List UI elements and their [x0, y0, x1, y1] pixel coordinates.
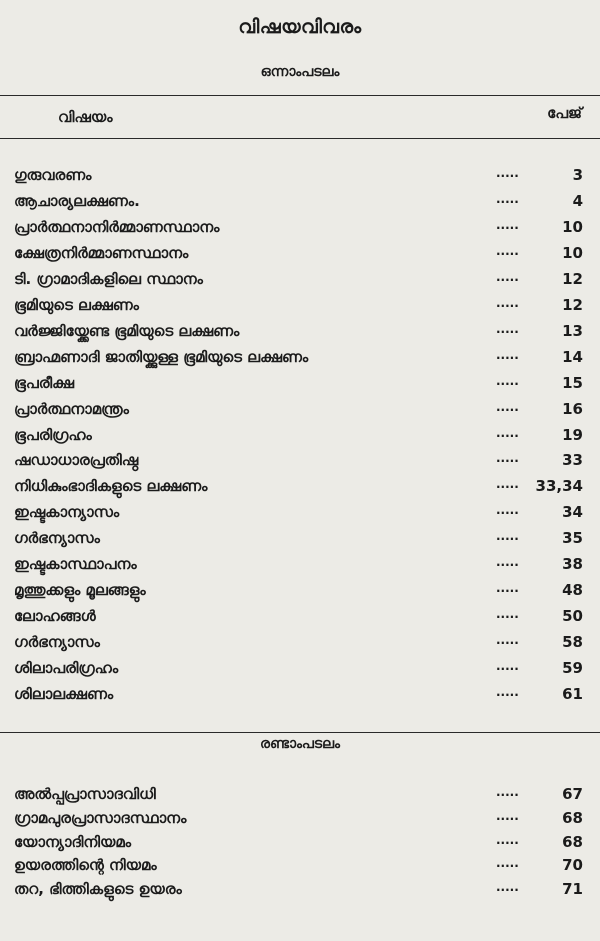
- toc-entry: [0, 833, 600, 857]
- entry-title: ഭൂപരീക്ഷ: [14, 373, 75, 392]
- toc-entry: [0, 555, 600, 579]
- entry-leader-dots: .....: [496, 347, 519, 362]
- toc-entry: [0, 581, 600, 605]
- entry-page-number: 70: [562, 856, 583, 875]
- toc-entry: [0, 296, 600, 320]
- section2-heading: രണ്ടാംപടലം: [260, 736, 340, 752]
- entry-page-number: 35: [562, 529, 583, 548]
- entry-leader-dots: .....: [496, 425, 519, 440]
- entry-page-number: 14: [562, 347, 583, 366]
- entry-leader-dots: .....: [496, 295, 519, 310]
- entry-title: ശിലാപരിഗ്രഹം: [14, 659, 119, 678]
- toc-entry: [0, 322, 600, 346]
- entry-title: ക്ഷേത്രനിർമ്മാണസ്ഥാനം: [14, 243, 189, 262]
- entry-leader-dots: .....: [496, 856, 519, 871]
- entry-leader-dots: .....: [496, 607, 519, 622]
- entry-leader-dots: .....: [496, 191, 519, 206]
- entry-leader-dots: .....: [496, 269, 519, 284]
- entry-leader-dots: .....: [496, 659, 519, 674]
- column-header-page: പേജ്: [547, 104, 582, 122]
- toc-entry: [0, 451, 600, 475]
- entry-leader-dots: .....: [496, 685, 519, 699]
- entry-title: യോന്യാദിനിയമം: [14, 832, 132, 851]
- entry-title: വർജ്ജിയ്ക്കേണ്ട ഭൂമിയുടെ ലക്ഷണം: [14, 321, 240, 340]
- entry-page-number: 10: [562, 243, 583, 262]
- entry-title: ടി. ഗ്രാമാദികളിലെ സ്ഥാനം: [14, 269, 203, 288]
- entry-title: പ്രാർത്ഥനാനിർമ്മാണസ്ഥാനം: [14, 217, 220, 236]
- entry-leader-dots: .....: [496, 581, 519, 596]
- entry-leader-dots: .....: [496, 529, 519, 544]
- entry-title: അൽപ്പപ്രാസാദവിധി: [14, 785, 156, 803]
- entry-leader-dots: .....: [496, 166, 519, 180]
- section-divider: [0, 732, 600, 733]
- entry-leader-dots: .....: [496, 217, 519, 232]
- entry-title: ഗ്രാമപുരപ്രാസാദസ്ഥാനം: [14, 808, 187, 827]
- entry-leader-dots: .....: [496, 451, 519, 466]
- entry-page-number: 33,34: [535, 477, 583, 496]
- entry-title: മൃത്തുക്കളും മൂലങ്ങളും: [14, 581, 146, 600]
- toc-entry: [0, 348, 600, 372]
- entry-page-number: 50: [562, 607, 583, 626]
- entry-page-number: 13: [562, 321, 583, 340]
- entry-leader-dots: .....: [496, 555, 519, 570]
- column-header-subject: വിഷയം: [58, 108, 113, 126]
- toc-entry: [0, 374, 600, 398]
- entry-leader-dots: .....: [496, 832, 519, 847]
- entry-title: ഇഷ്ടകാസ്ഥാപനം: [14, 555, 137, 574]
- entry-page-number: 68: [562, 808, 583, 827]
- entry-leader-dots: .....: [496, 243, 519, 258]
- entry-title: ലോഹങ്ങൾ: [14, 607, 96, 626]
- entry-page-number: 16: [562, 399, 583, 418]
- toc-entry: [0, 503, 600, 527]
- header-divider: [0, 138, 600, 139]
- entry-page-number: 59: [562, 659, 583, 678]
- section1-heading: ഒന്നാംപടലം: [260, 64, 340, 80]
- toc-entry: [0, 685, 600, 709]
- toc-entry: [0, 607, 600, 631]
- toc-entry: [0, 244, 600, 268]
- entry-page-number: 19: [562, 425, 583, 444]
- entry-leader-dots: .....: [496, 321, 519, 336]
- toc-entry: [0, 166, 600, 190]
- entry-title: തറ, ഭിത്തികളുടെ ഉയരം: [14, 880, 182, 898]
- entry-title: പ്രാർത്ഥനാമന്ത്രം: [14, 399, 129, 418]
- entry-title: ഇഷ്ടകാന്യാസം: [14, 503, 120, 522]
- entry-page-number: 15: [562, 373, 583, 392]
- toc-entry: [0, 659, 600, 683]
- entry-leader-dots: .....: [496, 633, 519, 648]
- entry-page-number: 4: [572, 191, 583, 210]
- entry-leader-dots: .....: [496, 808, 519, 823]
- entry-title: ഉയരത്തിന്റെ നിയമം: [14, 856, 157, 875]
- entry-title: നിധികുംഭാദികളുടെ ലക്ഷണം: [14, 477, 208, 496]
- entry-title: ഭൂമിയുടെ ലക്ഷണം: [14, 295, 139, 314]
- entry-page-number: 3: [572, 166, 583, 184]
- entry-leader-dots: .....: [496, 399, 519, 414]
- entry-page-number: 61: [562, 685, 583, 703]
- entry-page-number: 58: [562, 633, 583, 652]
- entry-page-number: 67: [562, 785, 583, 803]
- entry-title: ബ്രാഹ്മണാദി ജാതിയ്ക്കുള്ള ഭൂമിയുടെ ലക്ഷണം: [14, 347, 309, 366]
- entry-page-number: 68: [562, 832, 583, 851]
- entry-page-number: 34: [562, 503, 583, 522]
- entry-leader-dots: .....: [496, 373, 519, 388]
- entry-leader-dots: .....: [496, 477, 519, 492]
- entry-title: ഭൂപരിഗ്രഹം: [14, 425, 92, 444]
- toc-entry: [0, 809, 600, 833]
- entry-leader-dots: .....: [496, 503, 519, 518]
- entry-page-number: 48: [562, 581, 583, 600]
- entry-page-number: 10: [562, 217, 583, 236]
- entry-page-number: 12: [562, 269, 583, 288]
- toc-entry: [0, 856, 600, 880]
- entry-leader-dots: .....: [496, 880, 519, 894]
- top-divider: [0, 95, 600, 96]
- entry-page-number: 33: [562, 451, 583, 470]
- entry-title: ശിലാലക്ഷണം: [14, 685, 114, 703]
- toc-entry: [0, 192, 600, 216]
- entry-title: ആചാര്യലക്ഷണം.: [14, 191, 140, 210]
- entry-title: ഗുരുവരണം: [14, 166, 92, 184]
- entry-page-number: 38: [562, 555, 583, 574]
- toc-entry: [0, 426, 600, 450]
- entry-leader-dots: .....: [496, 785, 519, 799]
- entry-page-number: 12: [562, 295, 583, 314]
- entry-page-number: 71: [562, 880, 583, 898]
- toc-entry: [0, 880, 600, 904]
- toc-entry: [0, 400, 600, 424]
- toc-entry: [0, 785, 600, 809]
- page-title: വിഷയവിവരം: [238, 16, 362, 38]
- toc-entry: [0, 218, 600, 242]
- toc-entry: [0, 477, 600, 501]
- entry-title: ഷഡാധാരപ്രതിഷ്ഠ: [14, 451, 139, 470]
- toc-entry: [0, 270, 600, 294]
- toc-entry: [0, 633, 600, 657]
- entry-title: ഗർഭന്യാസം: [14, 633, 100, 652]
- toc-entry: [0, 529, 600, 553]
- entry-title: ഗർഭന്യാസം: [14, 529, 100, 548]
